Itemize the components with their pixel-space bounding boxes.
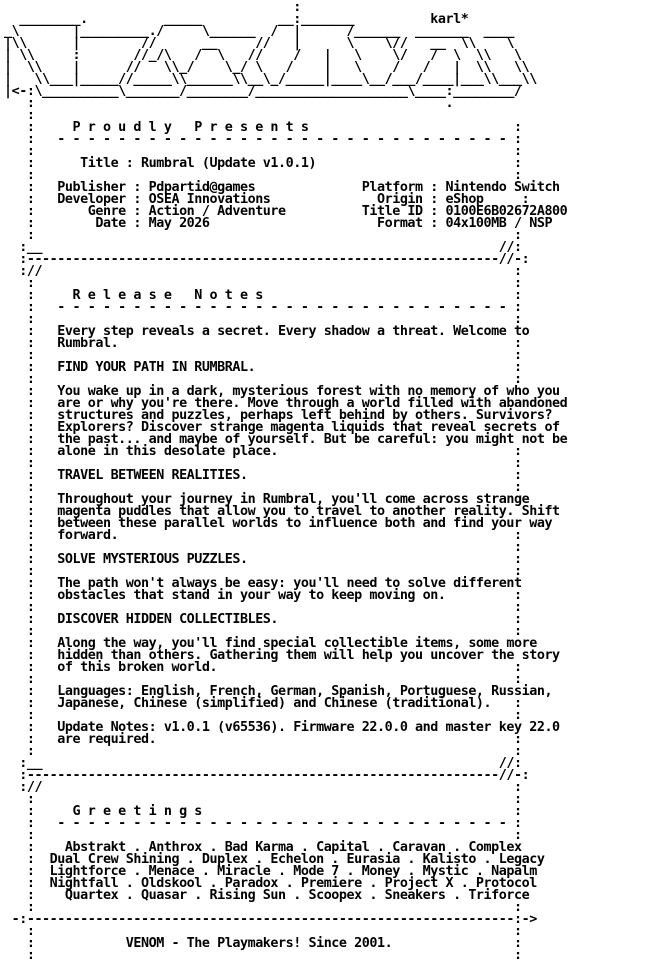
- nfo-line: :// :: [4, 780, 522, 795]
- nfo-line: : Publisher : Pdpartid@games Platform : Nintendo Switch: [4, 180, 560, 195]
- nfo-line: : G r e e t i n g s :: [4, 804, 522, 819]
- nfo-line: : The path won't always be easy: you'll need to solve different: [4, 576, 522, 591]
- nfo-line: : TRAVEL BETWEEN REALITIES. :: [4, 468, 522, 483]
- nfo-line: : Update Notes: v1.0.1 (v65536). Firmware 22.0.0 and master key 22.0: [4, 720, 560, 735]
- nfo-line: : P r o u d l y P r e s e n t s :: [4, 120, 522, 135]
- nfo-line: :// :: [4, 264, 522, 279]
- nfo-line: : :: [4, 564, 522, 579]
- nfo-line: : hidden than others. Gathering them will help you uncover the story: [4, 648, 560, 663]
- nfo-line: : :: [4, 744, 522, 759]
- nfo-line: : :: [4, 144, 522, 159]
- nfo-line: |<-:\__________\_______/________/____________________\____:________/: [4, 84, 522, 99]
- nfo-line: : VENOM - The Playmakers! Since 2001. :: [4, 936, 522, 951]
- nfo-line: : SOLVE MYSTERIOUS PUZZLES. :: [4, 552, 522, 567]
- nfo-line: :--------------------------------------------------------------//-:: [4, 768, 530, 783]
- nfo-line: ________. _____ __:_______ karl*: [4, 12, 514, 27]
- nfo-line: : - - - - - - - - - - - - - - - - - - - - - - - - - - - - - - :: [4, 816, 522, 831]
- nfo-line: : :: [4, 900, 522, 915]
- nfo-line: : the past... and maybe of yourself. But be careful: you might not be: [4, 432, 568, 447]
- nfo-line: :: [4, 108, 514, 123]
- nfo-line: : :: [4, 540, 522, 555]
- nfo-line: : :: [4, 456, 522, 471]
- nfo-line: : between these parallel worlds to influence both and find your way: [4, 516, 553, 531]
- nfo-line: :__ //:: [4, 756, 522, 771]
- nfo-line: : magenta puddles that allow you to travel to another reality. Shift: [4, 504, 560, 519]
- nfo-line: :: [4, 0, 530, 15]
- nfo-line: : structures and puzzles, perhaps left behind by others. Survivors?: [4, 408, 553, 423]
- nfo-line: _\ |_________./ \______ / | /______ _______ ____: [4, 24, 514, 39]
- nfo-line: : are or why you're there. Move through a world filled with abandoned: [4, 396, 568, 411]
- nfo-line: : :: [4, 624, 522, 639]
- nfo-line: : Japanese, Chinese (simplified) and Chinese (traditional). :: [4, 696, 522, 711]
- nfo-line: : Every step reveals a secret. Every shadow a threat. Welcome to: [4, 324, 530, 339]
- nfo-line: : R e l e a s e N o t e s :: [4, 288, 522, 303]
- nfo-line: : Title : Rumbral (Update v1.0.1) :: [4, 156, 522, 171]
- nfo-line: : :: [4, 672, 522, 687]
- nfo-line: : Quartex . Quasar . Rising Sun . Scoopex . Sneakers . Triforce: [4, 888, 530, 903]
- nfo-line: | \\ : //_/\ / \ // / | \ \/ / \ \\ \: [4, 48, 522, 63]
- nfo-line: : of this broken world. :: [4, 660, 522, 675]
- nfo-line: : :: [4, 708, 522, 723]
- nfo-line: : :: [4, 168, 522, 183]
- nfo-line: : :: [4, 348, 522, 363]
- nfo-line: : - - - - - - - - - - - - - - - - - - - - - - - - - - - - - - :: [4, 132, 522, 147]
- nfo-line: | \\ | // \\_/ \_/ \ / | \ / / | \\ \\: [4, 60, 530, 75]
- nfo-line: : are required. :: [4, 732, 522, 747]
- nfo-line: : :: [4, 276, 522, 291]
- nfo-line: : obstacles that stand in your way to keep moving on. :: [4, 588, 522, 603]
- nfo-line: : Lightforce . Menace . Miracle . Mode 7 . Money . Mystic . Napalm: [4, 864, 537, 879]
- nfo-line: : :: [4, 828, 522, 843]
- nfo-line: -:----------------------------------------------------------------:->: [4, 912, 537, 927]
- nfo-line: : Dual Crew Shining . Duplex . Echelon . Eurasia . Kalisto . Legacy: [4, 852, 545, 867]
- nfo-line: : :: [4, 924, 522, 939]
- nfo-line: : DISCOVER HIDDEN COLLECTIBLES. :: [4, 612, 522, 627]
- nfo-line: : Developer : OSEA Innovations Origin : eShop :: [4, 192, 530, 207]
- nfo-line: : :: [4, 372, 522, 387]
- nfo-line: : forward. :: [4, 528, 522, 543]
- nfo-line: | \\___|_____//_____\\______\\__\_/_____|____\__/___/____|___\\___\\: [4, 72, 537, 87]
- nfo-line: : :: [4, 228, 522, 243]
- nfo-line: : Genre : Action / Adventure Title ID : 0100E6B02672A800: [4, 204, 568, 219]
- nfo-line: :__ //:: [4, 240, 522, 255]
- nfo-line: : :: [4, 948, 522, 963]
- nfo-line: |\\ | // __ // | \ \// __ \\ \: [4, 36, 514, 51]
- nfo-line: : - - - - - - - - - - - - - - - - - - - - - - - - - - - - - - :: [4, 300, 522, 315]
- nfo-line: : Date : May 2026 Format : 04x100MB / NSP: [4, 216, 553, 231]
- nfo-line: : Rumbral. :: [4, 336, 522, 351]
- nfo-line: : Abstrakt . Anthrox . Bad Karma . Capital . Caravan . Complex: [4, 840, 522, 855]
- nfo-line: : FIND YOUR PATH IN RUMBRAL. :: [4, 360, 522, 375]
- nfo-line: : :: [4, 600, 522, 615]
- nfo-line: : Languages: English, French, German, Spanish, Portuguese, Russian,: [4, 684, 553, 699]
- nfo-line: : Explorers? Discover strange magenta liquids that reveal secrets of: [4, 420, 560, 435]
- nfo-line: : alone in this desolate place. :: [4, 444, 522, 459]
- nfo-line: : Along the way, you'll find special collectible items, some more: [4, 636, 537, 651]
- nfo-line: : You wake up in a dark, mysterious forest with no memory of who you: [4, 384, 560, 399]
- nfo-line: : .: [4, 96, 514, 111]
- nfo-line: : Throughout your journey in Rumbral, you'll come across strange: [4, 492, 530, 507]
- nfo-line: :--------------------------------------------------------------//-:: [4, 252, 530, 267]
- nfo-line: : :: [4, 480, 522, 495]
- nfo-line: : Nightfall . Oldskool . Paradox . Premiere . Project X . Protocol: [4, 876, 537, 891]
- nfo-line: : :: [4, 792, 522, 807]
- nfo-line: : :: [4, 312, 522, 327]
